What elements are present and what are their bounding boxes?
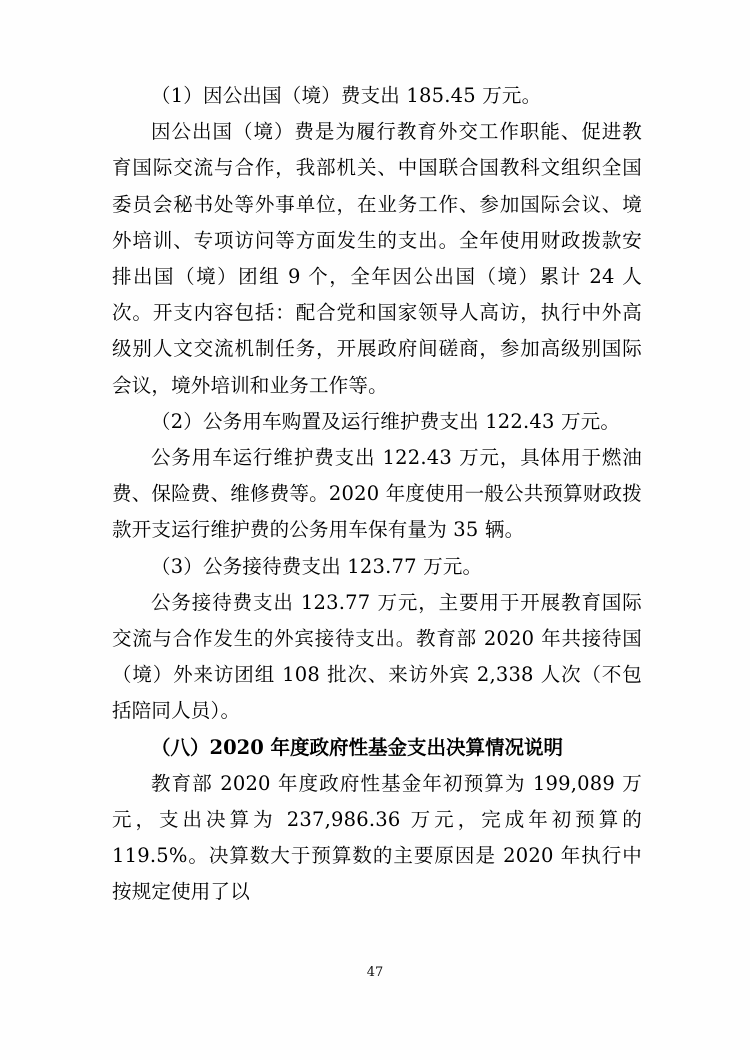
paragraph-item-1-title: （1）因公出国（境）费支出 185.45 万元。 xyxy=(151,84,542,107)
paragraph-item-2-title: （2）公务用车购置及运行维护费支出 122.43 万元。 xyxy=(151,409,621,433)
paragraph-item-1-body: 因公出国（境）费是为履行教育外交工作职能、促进教育国际交流与合作，我部机关、中国联合国教科文组织全国委员会秘书处等外事单位，在业务工作、参加国际会议、境外培训、专项访问等方面发生的支出。全年使用财政拨款安排出国（境）团组 9 个，全年因公出国（境）累计 24 人次。开支内容包括：配合党和国家领导人高访，执行中外高级别人文交流机制任务，开展政府间磋商，参加高级别国际会议，境外培训和业务工作等。 xyxy=(112,120,642,397)
page-number: 47 xyxy=(366,965,384,980)
paragraph-item-3-title: （3）公务接待费支出 123.77 万元。 xyxy=(151,554,483,578)
paragraph-section-8-body: 教育部 2020 年度政府性基金年初预算为 199,089 万元，支出决算为 237,986.36 万元，完成年初预算的 119.5%。决算数大于预算数的主要原因是 2020 年执行中按规定使用了以 xyxy=(112,771,642,904)
section-heading-government-fund: （八）2020 年度政府性基金支出决算情况说明 xyxy=(151,735,564,759)
page-body-text xyxy=(112,78,642,911)
paragraph-item-3-body: 公务接待费支出 123.77 万元，主要用于开展教育国际交流与合作发生的外宾接待支出。教育部 2020 年共接待国（境）外来访团组 108 批次、来访外宾 2,338 人次（不包括陪同人员）。 xyxy=(112,590,642,723)
paragraph-item-2-body: 公务用车运行维护费支出 122.43 万元，具体用于燃油费、保险费、维修费等。2020 年度使用一般公共预算财政拨款开支运行维护费的公务用车保有量为 35 辆。 xyxy=(112,446,642,542)
